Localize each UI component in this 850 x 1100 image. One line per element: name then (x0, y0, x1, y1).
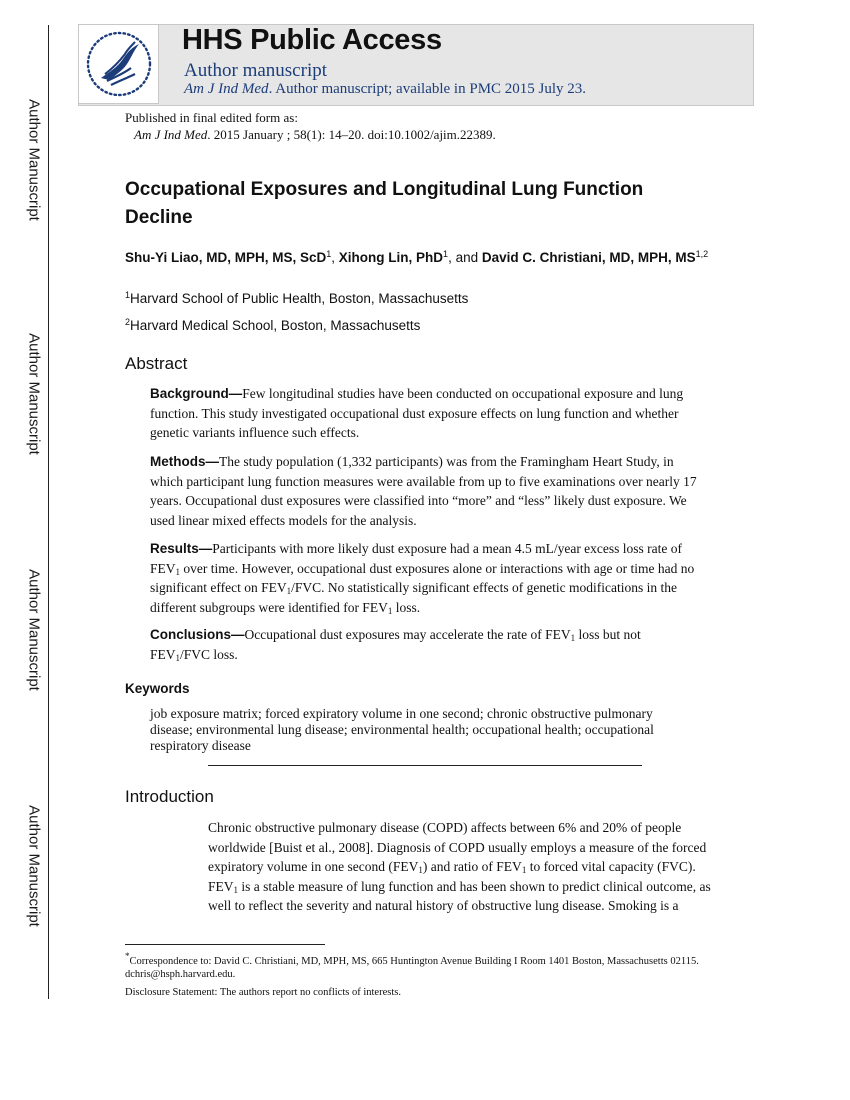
aff-2-text: Harvard Medical School, Boston, Massachusetts (130, 318, 421, 333)
conclusions-text-1: Occupational dust exposures may accelerate the rate of FEV (244, 627, 571, 642)
introduction-paragraph (208, 818, 718, 916)
results-text-1: Participants with more likely dust exposure had a mean 4.5 mL/year excess loss rate of FEV (150, 541, 683, 576)
citation-line (134, 127, 496, 143)
conclusions-label: Conclusions— (150, 627, 245, 642)
author-2-sup: 1 (443, 249, 449, 259)
intro-text-3: to forced vital capacity (FVC). FEV (208, 859, 696, 894)
footnote-marker: * (125, 951, 130, 961)
fev1-sub: 1 (286, 586, 292, 596)
background-label: Background— (150, 386, 243, 401)
author-1-sup: 1 (326, 249, 332, 259)
methods-text: The study population (1,332 participants) was from the Framingham Heart Study, in which participant lung function measures were available from up to five examinations over nearly 17 years. Occupational dust exposures were classified into “more” and “less” likely dust exposure. We used linear mixed effects models for the analysis. (150, 454, 697, 528)
methods-label: Methods— (150, 454, 219, 469)
aff-1-text: Harvard School of Public Health, Boston, Massachusetts (130, 291, 469, 306)
author-3: David C. Christiani, MD, MPH, MS (481, 250, 696, 265)
fev1-sub: 1 (175, 652, 181, 663)
fev1-sub: 1 (570, 633, 576, 643)
intro-text-4: is a stable measure of lung function and has been shown to predict clinical outcome, as well to reflect the severity and natural history of obstructive lung disease. Smoking is a (208, 878, 711, 913)
footnote-rule (125, 944, 325, 945)
intro-text-2: ) and ratio of FEV (422, 859, 522, 874)
footnote-disclosure: Disclosure Statement: The authors report no conflicts of interests. (125, 987, 401, 998)
fev1-sub: 1 (418, 865, 423, 875)
abstract-conclusions (150, 625, 700, 664)
abstract-results (150, 539, 700, 617)
keywords-heading: Keywords (125, 681, 190, 696)
introduction-heading: Introduction (125, 787, 214, 806)
banner-title: HHS Public Access (182, 24, 442, 56)
results-text-4: loss. (392, 599, 421, 615)
banner-journal-line (184, 81, 586, 98)
aff-2-sup: 2 (125, 317, 131, 327)
author-3-sup: 1,2 (695, 249, 709, 259)
fev1-sub: 1 (387, 605, 393, 616)
hhs-eagle-icon (83, 28, 155, 100)
author-2: Xihong Lin, PhD (338, 250, 444, 265)
aff-1-sup: 1 (125, 290, 131, 300)
correspondence-text: Correspondence to: David C. Christiani, MD, MPH, MS, 665 Huntington Avenue Building I Room 1401 Boston, Massachusetts 02115. dchris@hsph.harvard.edu. (125, 956, 699, 980)
results-label: Results— (150, 541, 213, 556)
conclusions-text-3: /FVC loss. (180, 646, 238, 662)
abstract-background (150, 384, 700, 443)
affiliation-1 (125, 291, 468, 306)
banner-journal[interactable]: Am J Ind Med (184, 81, 269, 97)
fev1-sub: 1 (233, 884, 239, 895)
banner-subtitle: Author manuscript (184, 60, 328, 81)
conclusions-text-2: loss but not FEV (150, 627, 641, 662)
author-list: Shu-Yi Liao, MD, MPH, MS, ScD$^1$, Xihong Lin, PhD$^1$, and David C. Christiani, MD, MPH, MS$^{1,2}$ (125, 249, 709, 265)
results-text-2: over time. However, occupational dust exposures alone or interactions with age or time had no significant effect on FEV (150, 560, 695, 595)
footnote-correspondence (125, 951, 715, 981)
citation-journal: Am J Ind Med (134, 127, 208, 142)
section-divider (208, 765, 642, 766)
results-text-3: /FVC. No statistically significant effects of genetic modifications in the different subgroups were identified for FEV (150, 580, 678, 615)
author-1: Shu-Yi Liao, MD, MPH, MS, ScD (125, 250, 327, 265)
article-title: Occupational Exposures and Longitudinal Lung Function Decline (125, 179, 644, 228)
affiliation-2 (125, 318, 420, 333)
background-text: Few longitudinal studies have been conducted on occupational exposure and lung function. This study investigated occupational dust exposure effects on lung function and whether genetic variants influence such effects. (150, 386, 684, 440)
banner-availability: . Author manuscript; available in PMC 2015 July 23. (268, 81, 587, 97)
citation-details: . 2015 January ; 58(1): 14–20. doi:10.1002/ajim.22389. (207, 127, 496, 142)
margin-rule (48, 25, 49, 999)
intro-text-1: Chronic obstructive pulmonary disease (COPD) affects between 6% and 20% of people worldwide [Buist et al., 2008]. Diagnosis of COPD usually employs a measure of the forced expiratory volume in one second (FEV (208, 820, 707, 874)
abstract-heading: Abstract (125, 354, 188, 373)
fev1-sub: 1 (521, 865, 527, 875)
abstract-methods (150, 452, 700, 530)
fev1-sub: 1 (175, 566, 181, 577)
author-conjunction: , and (448, 250, 482, 265)
keywords-list: job exposure matrix; forced expiratory volume in one second; chronic obstructive pulmonary disease; environmental lung disease; environmental health; occupational health; occupational respiratory disease (150, 706, 654, 753)
published-in-label: Published in final edited form as: (125, 110, 298, 125)
hhs-logo (78, 24, 159, 104)
